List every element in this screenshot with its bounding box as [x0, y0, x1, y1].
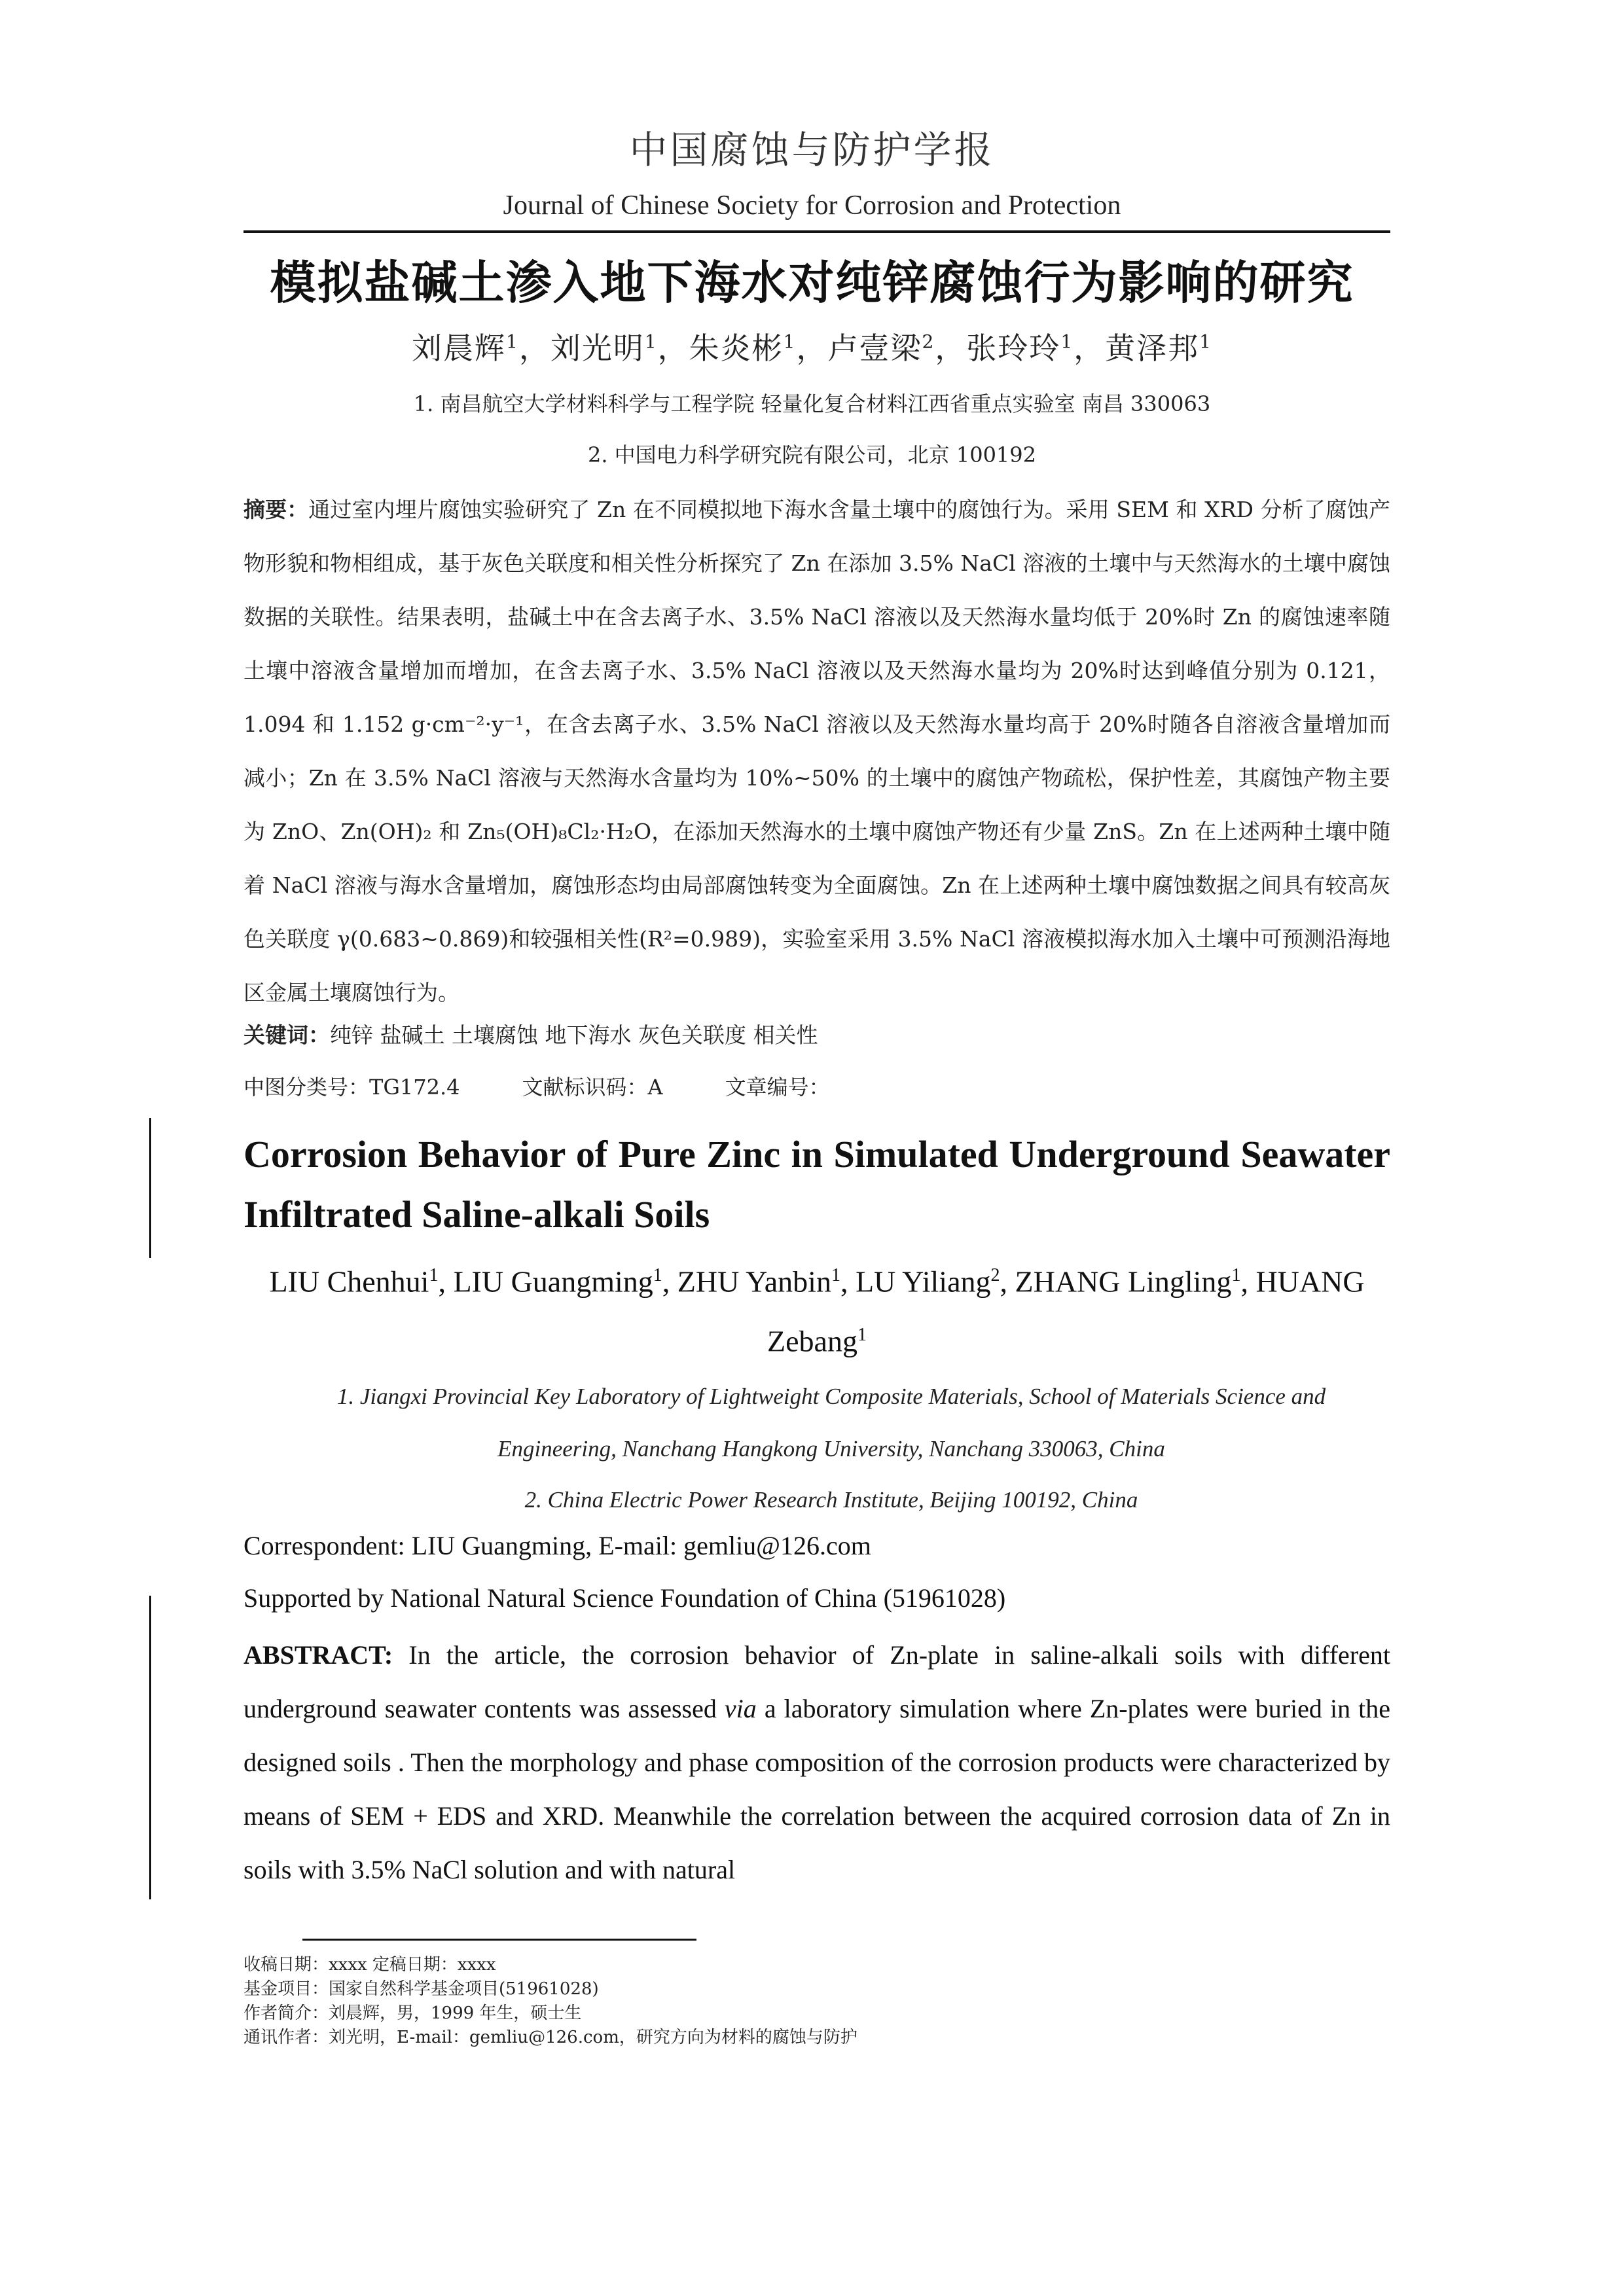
document-code: 文献标识码：A [522, 1075, 663, 1100]
author-en-aff: 1 [653, 1265, 662, 1285]
author-en-aff: 1 [429, 1265, 439, 1285]
title-cn: 模拟盐碱土渗入地下海水对纯锌腐蚀行为影响的研究 [270, 256, 1354, 310]
author-en: ZHANG Lingling [1015, 1265, 1232, 1299]
correspondent: Correspondent: LIU Guangming, E-mail: gemliu@126.com [244, 1531, 871, 1560]
author-en-aff: 2 [990, 1265, 1000, 1285]
author-cn-aff: 1 [783, 331, 797, 353]
keywords-cn-text: 纯锌 盐碱土 土壤腐蚀 地下海水 灰色关联度 相关性 [330, 1022, 818, 1048]
author-en: LU Yiliang [855, 1265, 991, 1299]
abstract-cn-text: 通过室内埋片腐蚀实验研究了 Zn 在不同模拟地下海水含量土壤中的腐蚀行为。采用 SEM 和 XRD 分析了腐蚀产物形貌和物相组成，基于灰色关联度和相关性分析探究了 Zn 在添加 3.5% NaCl 溶液的土壤中与天然海水的土壤中腐蚀数据的关联性。结果表明，盐碱土中在含去离子水、3.5% NaCl 溶液以及天然海水量均低于 20%时 Zn 的腐蚀速率随土壤中溶液含量增加而增加，在含去离子水、3.5% NaCl 溶液以及天然海水量均为 20%时达到峰值分别为 0.121，1.094 和 1.152 g·cm⁻²·y⁻¹，在含去离子水、3.5% NaCl 溶液以及天然海水量均高于 20%时随各自溶液含量增加而减小；Zn 在 3.5% NaCl 溶液与天然海水含量均为 10%~50% 的土壤中的腐蚀产物疏松，保护性差，其腐蚀产物主要为 ZnO、Zn(OH)₂ 和 Zn₅(OH)₈Cl₂·H₂O，在添加天然海水的土壤中腐蚀产物还有少量 ZnS。Zn 在上述两种土壤中随着 NaCl 溶液与海水含量增加，腐蚀形态均由局部腐蚀转变为全面腐蚀。Zn 在上述两种土壤中腐蚀数据之间具有较高灰色关联度 γ(0.683~0.869)和较强相关性(R²=0.989)，实验室采用 3.5% NaCl 溶液模拟海水加入土壤中可预测沿海地区金属土壤腐蚀行为。 [244, 497, 1391, 1005]
author-cn-aff: 2 [922, 331, 935, 353]
authors-cn: 刘晨辉$^1$，刘光明$^1$，朱炎彬$^1$，卢壹梁$^2$，张玲玲$^1$，黄泽邦$^1$ [412, 331, 1212, 366]
abstract-en [244, 1628, 1390, 1897]
footnote-author-bio: 作者简介：刘晨辉，男，1999 年生，硕士生 [244, 2003, 582, 2023]
abstract-cn-label: 摘要： [244, 497, 309, 522]
abstract-en-label: ABSTRACT: [244, 1640, 393, 1670]
footnote-corresponding: 通讯作者：刘光明，E-mail：gemliu@126.com，研究方向为材料的腐蚀与防护 [244, 2028, 857, 2047]
journal-name-en: Journal of Chinese Society for Corrosion and Protection [503, 190, 1121, 221]
author-cn-aff: 1 [1060, 331, 1074, 353]
affiliation-en-2: 2. China Electric Power Research Institute, Beijing 100192, China [524, 1487, 1138, 1513]
authors-en: LIU Chenhui$^1$, LIU Guangming$^1$, ZHU Yanbin$^1$, LU Yiliang$^2$, ZHANG Lingling$^1$, HUANG Zebang$^1$ [269, 1265, 1365, 1358]
keywords-cn [244, 1018, 818, 1049]
author-cn-aff: 1 [644, 331, 658, 353]
abstract-en-via: via [724, 1694, 757, 1723]
header-rule [244, 230, 1390, 233]
author-en: ZHU Yanbin [677, 1265, 831, 1299]
author-cn: 黄泽邦 [1105, 331, 1200, 366]
affiliation-cn-1: 1. 南昌航空大学材料科学与工程学院 轻量化复合材料江西省重点实验室 南昌 330063 [413, 391, 1211, 416]
author-cn: 卢壹梁 [827, 331, 922, 366]
footnote-dates: 收稿日期：xxxx 定稿日期：xxxx [244, 1955, 496, 1975]
author-cn: 张玲玲 [966, 331, 1061, 366]
author-en: LIU Chenhui [269, 1265, 429, 1299]
clc-number: 中图分类号：TG172.4 [244, 1075, 460, 1100]
footnote-rule [302, 1939, 696, 1941]
journal-name-cn: 中国腐蚀与防护学报 [629, 128, 995, 172]
author-cn-aff: 1 [506, 331, 519, 353]
footnote-fund: 基金项目：国家自然科学基金项目(51961028) [244, 1979, 599, 1999]
author-cn: 刘光明 [550, 331, 645, 366]
abstract-en-text-1: In the article, the corrosion behavior of Zn-plate in saline-alkali soils with different underground seawater contents was assessed [244, 1640, 1390, 1723]
author-en-aff: 1 [857, 1325, 867, 1346]
change-bar [149, 1596, 151, 1899]
author-en: LIU Guangming [453, 1265, 653, 1299]
change-bar [149, 1118, 151, 1258]
author-cn: 朱炎彬 [689, 331, 784, 366]
author-en-aff: 1 [831, 1265, 840, 1285]
supported-by: Supported by National Natural Science Foundation of China (51961028) [244, 1583, 1006, 1613]
footnotes [244, 1953, 857, 2050]
abstract-en-text-2: a laboratory simulation where Zn-plates were buried in the designed soils . Then the morphology and phase composition of the corrosion products were characterized by means of SEM + EDS and XRD. Meanwhile the correlation between the acquired corrosion data of Zn in soils with 3.5% NaCl solution and with natural [244, 1694, 1391, 1884]
title-en: Corrosion Behavior of Pure Zinc in Simulated Underground Seawater Infiltrated Saline-alkali Soils [244, 1133, 1390, 1236]
article-number: 文章编号： [725, 1075, 830, 1100]
abstract-cn [244, 483, 1390, 1020]
affiliation-cn-2: 2. 中国电力科学研究院有限公司，北京 100192 [587, 442, 1037, 467]
classification-line [244, 1071, 892, 1101]
author-cn: 刘晨辉 [412, 331, 507, 366]
author-cn-aff: 1 [1199, 331, 1212, 353]
author-en-aff: 1 [1231, 1265, 1241, 1285]
author-en: HUANG Zebang [767, 1265, 1365, 1358]
keywords-cn-label: 关键词： [244, 1022, 330, 1048]
affiliation-en-1: 1. Jiangxi Provincial Key Laboratory of Lightweight Composite Materials, School of Materials Science and Engineering, Nanchang Hangkong University, Nanchang 330063, China [336, 1384, 1326, 1462]
